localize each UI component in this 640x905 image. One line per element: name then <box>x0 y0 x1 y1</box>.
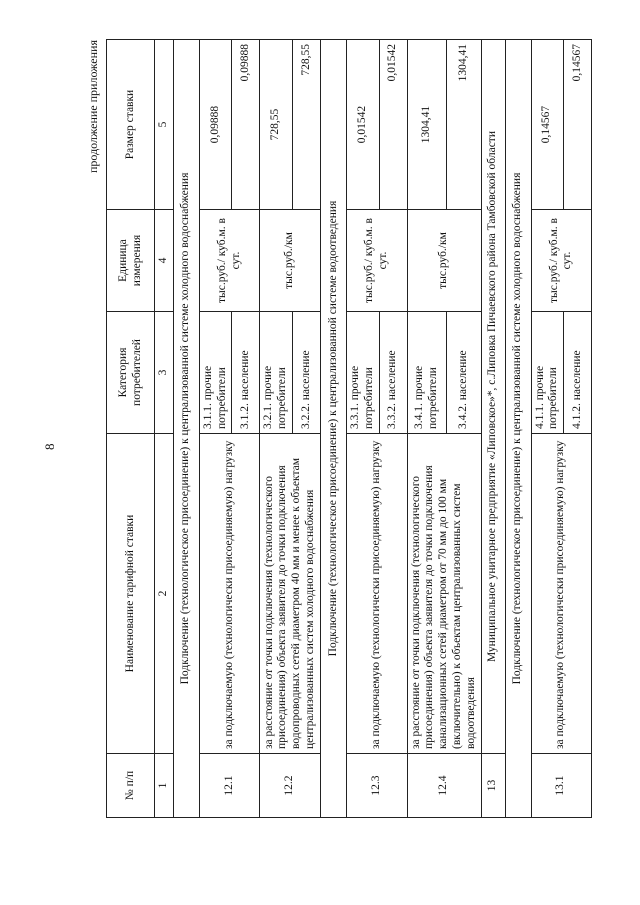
organization-row <box>481 40 505 818</box>
page-number: 8 <box>42 443 57 450</box>
consumer-category: 3.3.1. прочие потребители <box>346 312 379 434</box>
rate-value: 1304,41 <box>407 40 447 210</box>
table-row <box>346 40 379 818</box>
column-number: 3 <box>155 312 174 434</box>
rate-value: 0,14567 <box>531 40 564 210</box>
section-heading: Подключение (технологическое присоединение) к централизованной системе водоотведения <box>320 40 346 818</box>
consumer-category: 3.2.1. прочие потребители <box>260 312 293 434</box>
row-number: 12.1 <box>199 754 260 818</box>
rate-value: 0,01542 <box>346 40 379 210</box>
consumer-category: 3.2.2. население <box>292 312 320 434</box>
row-number: 12.2 <box>260 754 321 818</box>
tariff-table <box>106 39 592 818</box>
tariff-name: за подключаемую (технологически присоединяемую) нагрузку <box>346 434 407 754</box>
consumer-category: 3.4.2. население <box>447 312 481 434</box>
unit: тыс.руб./км <box>260 210 321 312</box>
column-number: 1 <box>155 754 174 818</box>
consumer-category: 3.1.1. прочие потребители <box>199 312 232 434</box>
section-row <box>173 40 199 818</box>
table-row <box>531 40 564 818</box>
rotated-page-content <box>70 40 583 818</box>
row-number: 13 <box>481 754 505 818</box>
column-numbers-row <box>155 40 174 818</box>
header-tariff-name: Наименование тарифной ставки <box>107 434 155 754</box>
column-number: 5 <box>155 40 174 210</box>
rate-value: 728,55 <box>260 40 293 210</box>
header-consumer-category: Категория потребителей <box>107 312 155 434</box>
row-number: 13.1 <box>531 754 592 818</box>
section-row <box>320 40 346 818</box>
section-heading: Подключение (технологическое присоединение) к централизованной системе холодного водоснабжения <box>173 40 199 818</box>
rate-value: 728,55 <box>292 40 320 210</box>
unit: тыс.руб./км <box>407 210 481 312</box>
rate-value: 0,14567 <box>564 40 592 210</box>
table-row <box>199 40 232 818</box>
consumer-category: 3.3.2. население <box>379 312 407 434</box>
tariff-name: за расстояние от точки подключения (технологического присоединения) объекта заявителя до точки подключения канализационных сетей диаметром от 70 мм до 100 мм (включительно) к объектам централизованных систем водоотведения <box>407 434 481 754</box>
tariff-name: за расстояние от точки подключения (технологического присоединения) объекта заявителя до точки подключения водопроводных сетей диаметром 40 мм и менее к объектам централизованных систем холодного водоснабжения <box>260 434 321 754</box>
unit: тыс.руб./ куб.м. в сут. <box>346 210 407 312</box>
table-header-row <box>107 40 155 818</box>
unit: тыс.руб./ куб.м. в сут. <box>199 210 260 312</box>
tariff-name: за подключаемую (технологически присоединяемую) нагрузку <box>531 434 592 754</box>
column-number: 4 <box>155 210 174 312</box>
header-rate: Размер ставки <box>107 40 155 210</box>
consumer-category: 3.4.1. прочие потребители <box>407 312 447 434</box>
appendix-continuation-note: продолжение приложения <box>86 40 100 173</box>
row-number: 12.3 <box>346 754 407 818</box>
row-number: 12.4 <box>407 754 481 818</box>
section-row <box>505 40 531 818</box>
header-unit: Единица измерения <box>107 210 155 312</box>
table-row <box>407 40 447 818</box>
organization-name: Муниципальное унитарное предприятие «Липовское»*, с.Липовка Пичаевского района Тамбовской области <box>481 40 505 754</box>
rate-value: 0,01542 <box>379 40 407 210</box>
column-number: 2 <box>155 434 174 754</box>
section-heading: Подключение (технологическое присоединение) к централизованной системе холодного водоснабжения <box>505 40 531 818</box>
consumer-category: 4.1.1. прочие потребители <box>531 312 564 434</box>
rate-value: 0,09888 <box>199 40 232 210</box>
header-number: № п/п <box>107 754 155 818</box>
consumer-category: 3.1.2. население <box>232 312 260 434</box>
unit: тыс.руб./ куб.м. в сут. <box>531 210 592 312</box>
rate-value: 0,09888 <box>232 40 260 210</box>
table-row <box>260 40 293 818</box>
rate-value: 1304,41 <box>447 40 481 210</box>
consumer-category: 4.1.2. население <box>564 312 592 434</box>
tariff-name: за подключаемую (технологически присоединяемую) нагрузку <box>199 434 260 754</box>
